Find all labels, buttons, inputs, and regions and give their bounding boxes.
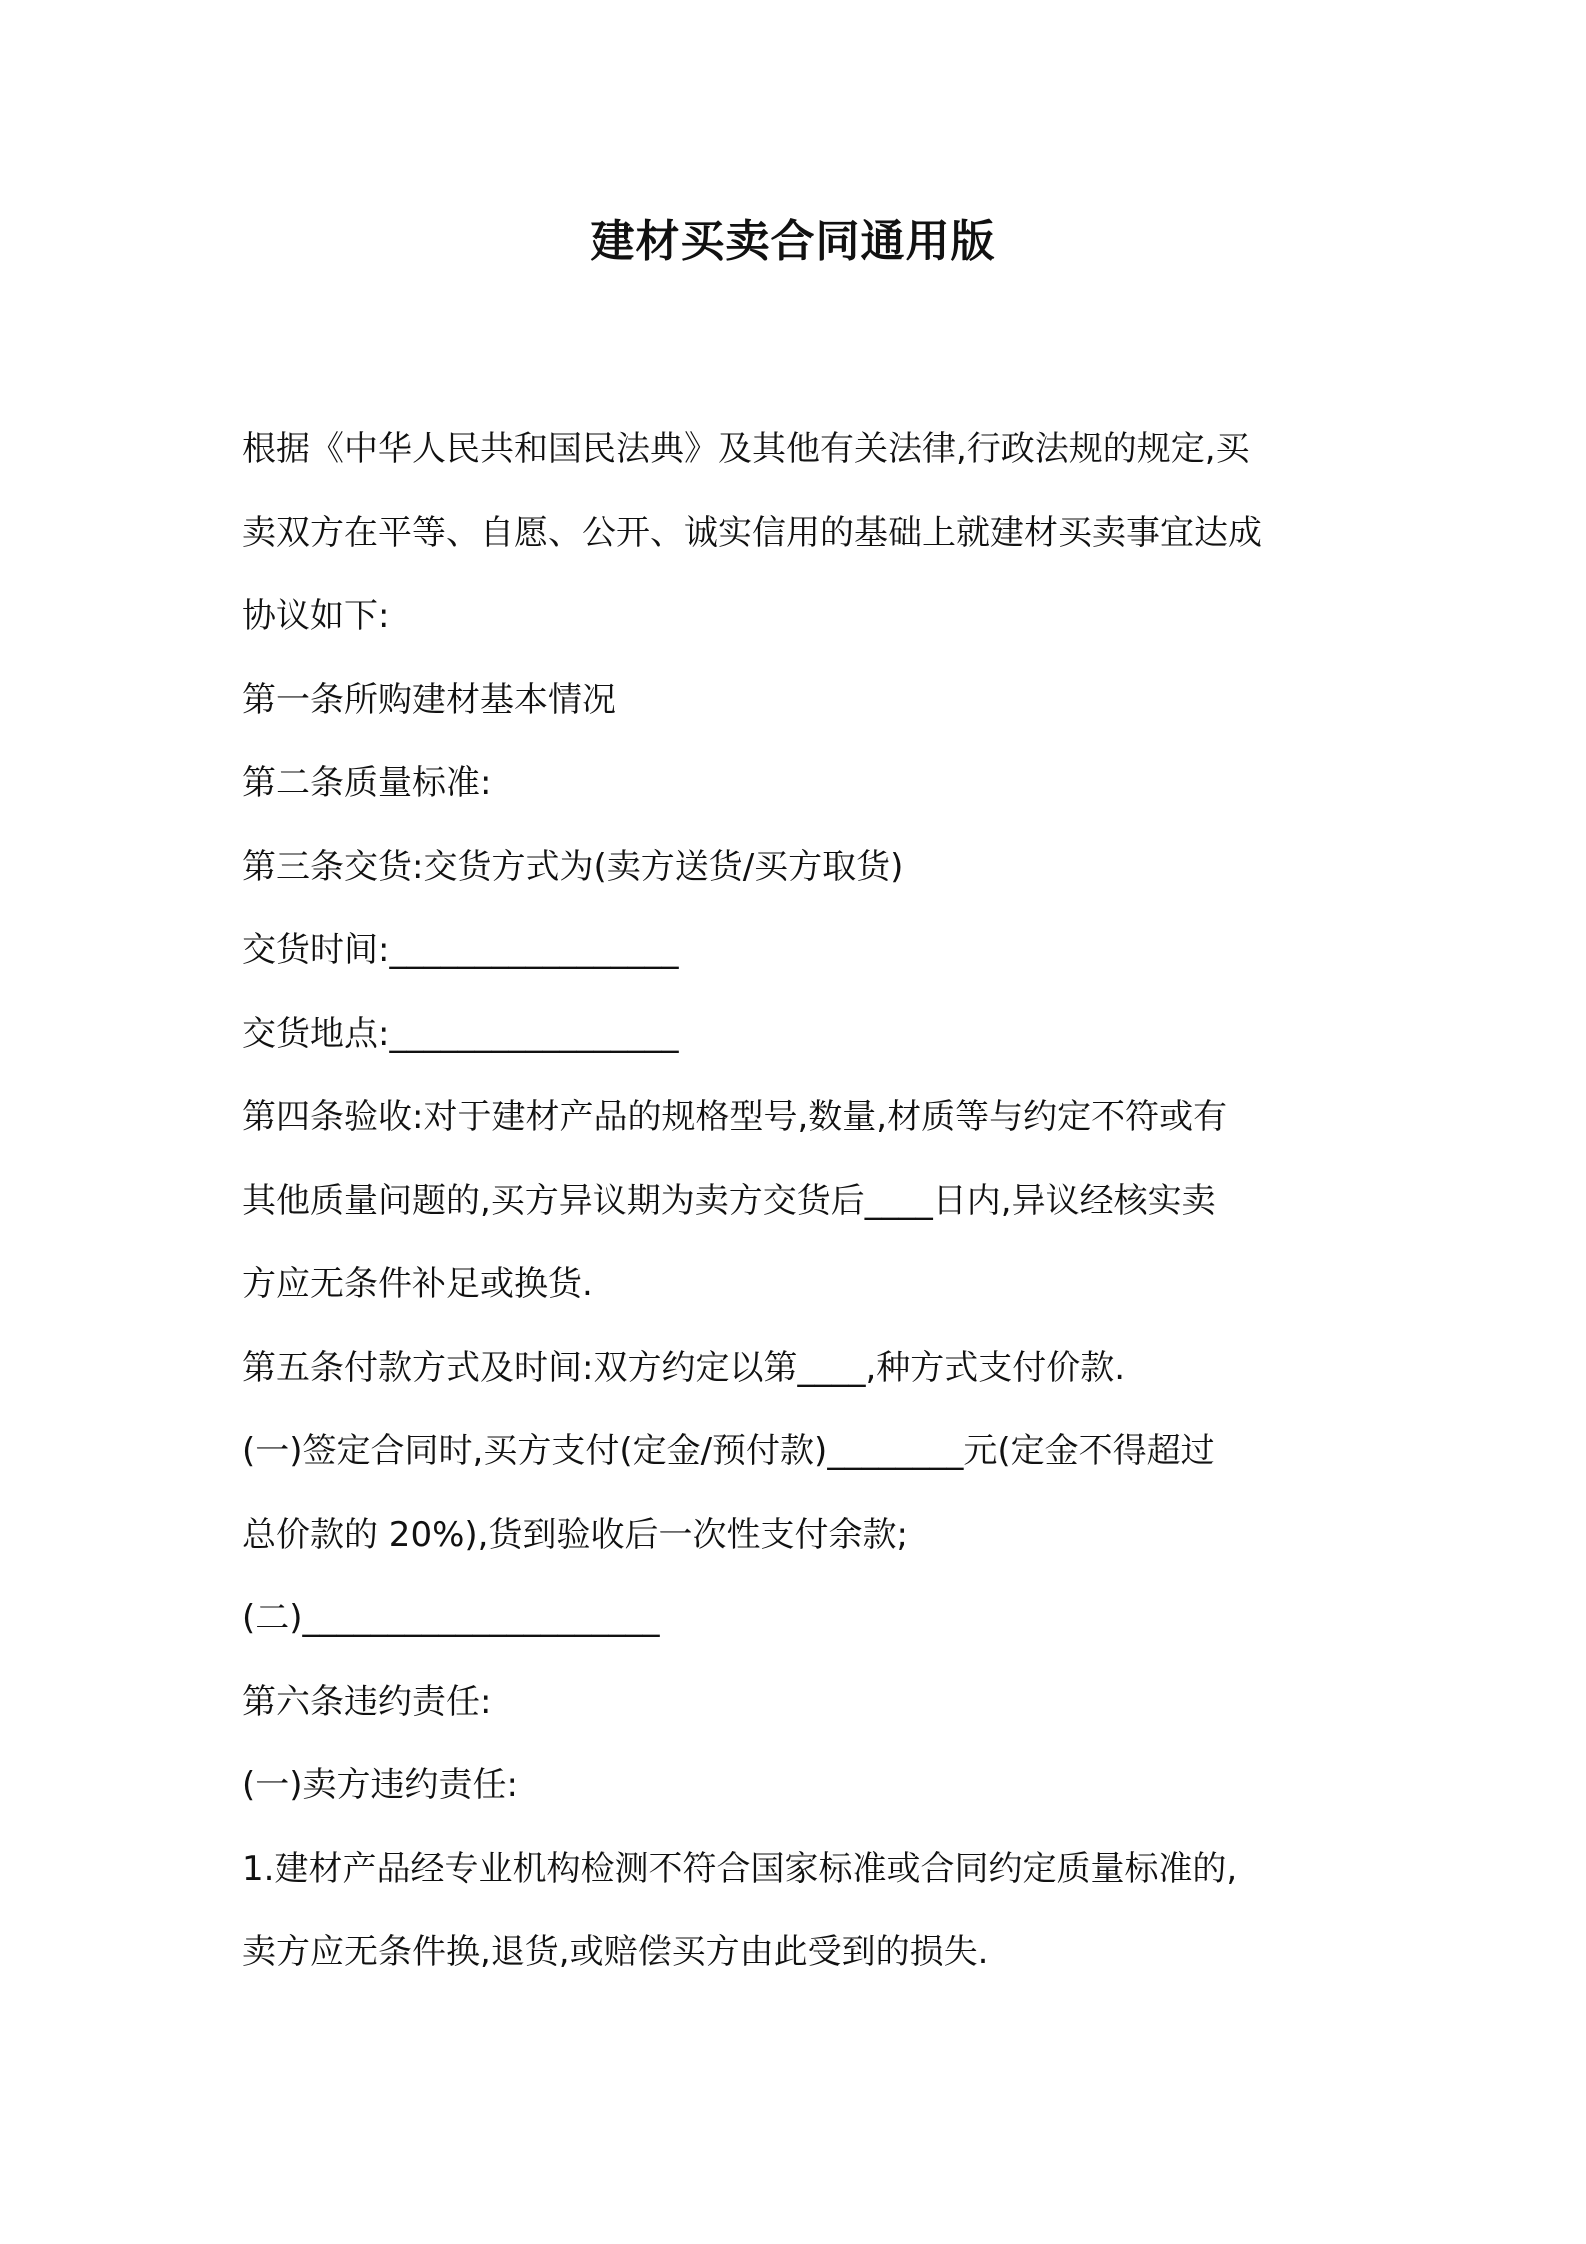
paragraph-line: 协议如下: (242, 596, 390, 636)
delivery-time-line: 交货时间:_________________ (242, 930, 679, 970)
liability-item-line: 1.建材产品经专业机构检测不符合国家标准或合同约定质量标准的, (242, 1848, 1238, 1889)
article-2-heading: 第二条质量标准: (242, 763, 492, 803)
article-3-heading: 第三条交货:交货方式为(卖方送货/买方取货) (242, 846, 904, 887)
payment-clause-2-line: (二)_____________________ (242, 1598, 660, 1638)
article-4-line: 方应无条件补足或换货. (242, 1264, 593, 1304)
article-1-heading: 第一条所购建材基本情况 (242, 679, 616, 720)
payment-clause-1-line: 总价款的 20%),货到验收后一次性支付余款; (242, 1514, 908, 1555)
article-4-line: 第四条验收:对于建材产品的规格型号,数量,材质等与约定不符或有 (242, 1097, 1228, 1137)
paragraph-line: 卖双方在平等、自愿、公开、诚实信用的基础上就建材买卖事宜达成 (242, 512, 1262, 553)
paragraph-line: 根据《中华人民共和国民法典》及其他有关法律,行政法规的规定,买 (242, 429, 1250, 469)
document-title: 建材买卖合同通用版 (590, 216, 996, 267)
document-body (242, 408, 1362, 1995)
seller-liability-heading: (一)卖方违约责任: (242, 1765, 518, 1805)
payment-clause-1-line: (一)签定合同时,买方支付(定金/预付款)________元(定金不得超过 (242, 1431, 1215, 1471)
article-6-heading: 第六条违约责任: (242, 1681, 492, 1722)
delivery-place-line: 交货地点:_________________ (242, 1013, 679, 1054)
article-4-line: 其他质量问题的,买方异议期为卖方交货后____日内,异议经核实卖 (242, 1180, 1216, 1221)
liability-item-line: 卖方应无条件换,退货,或赔偿买方由此受到的损失. (242, 1932, 989, 1972)
article-5-heading: 第五条付款方式及时间:双方约定以第____,种方式支付价款. (242, 1347, 1126, 1388)
